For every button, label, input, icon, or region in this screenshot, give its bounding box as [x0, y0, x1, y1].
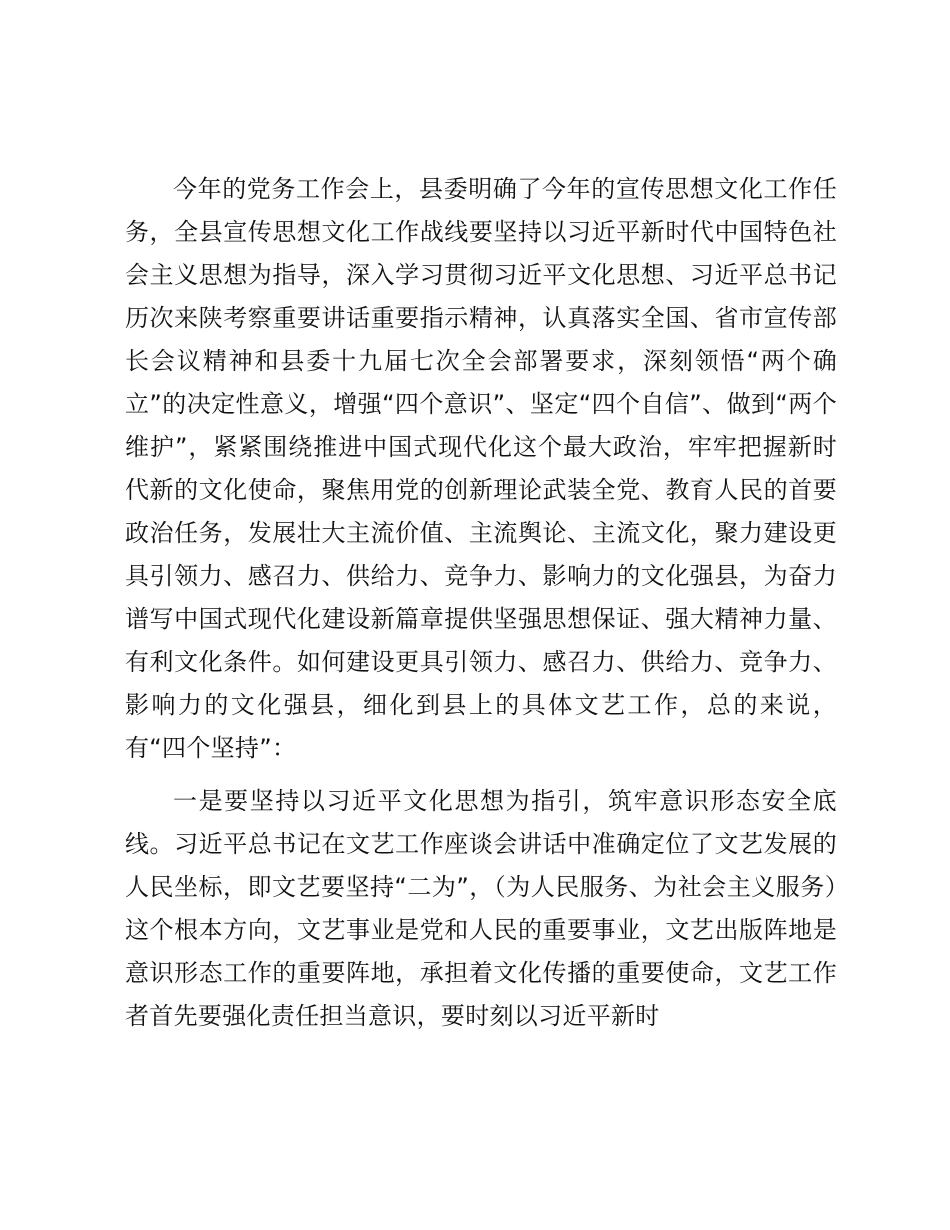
document-body	[125, 168, 837, 1038]
paragraph-first-point: 一是要坚持以习近平文化思想为指引，筑牢意识形态安全底线。习近平总书记在文艺工作座谈会讲话中准确定位了文艺发展的人民坐标，即文艺要坚持“二为”，（为人民服务、为社会主义服务）这个根本方向，文艺事业是党和人民的重要事业，文艺出版阵地是意识形态工作的重要阵地，承担着文化传播的重要使命，文艺工作者首先要强化责任担当意识，要时刻以习近平新时	[125, 787, 837, 1030]
paragraph-intro: 今年的党务工作会上，县委明确了今年的宣传思想文化工作任务，全县宣传思想文化工作战线要坚持以习近平新时代中国特色社会主义思想为指导，深入学习贯彻习近平文化思想、习近平总书记历次来陕考察重要讲话重要指示精神，认真落实全国、省市宣传部长会议精神和县委十九届七次全会部署要求，深刻领悟“两个确立”的决定性意义，增强“四个意识”、坚定“四个自信”、做到“两个维护”，紧紧围绕推进中国式现代化这个最大政治，牢牢把握新时代新的文化使命，聚焦用党的创新理论武装全党、教育人民的首要政治任务，发展壮大主流价值、主流舆论、主流文化，聚力建设更具引领力、感召力、供给力、竞争力、影响力的文化强县，为奋力谱写中国式现代化建设新篇章提供坚强思想保证、强大精神力量、有利文化条件。如何建设更具引领力、感召力、供给力、竞争力、影响力的文化强县，细化到县上的具体文艺工作，总的来说，有“四个坚持”：	[125, 175, 837, 762]
